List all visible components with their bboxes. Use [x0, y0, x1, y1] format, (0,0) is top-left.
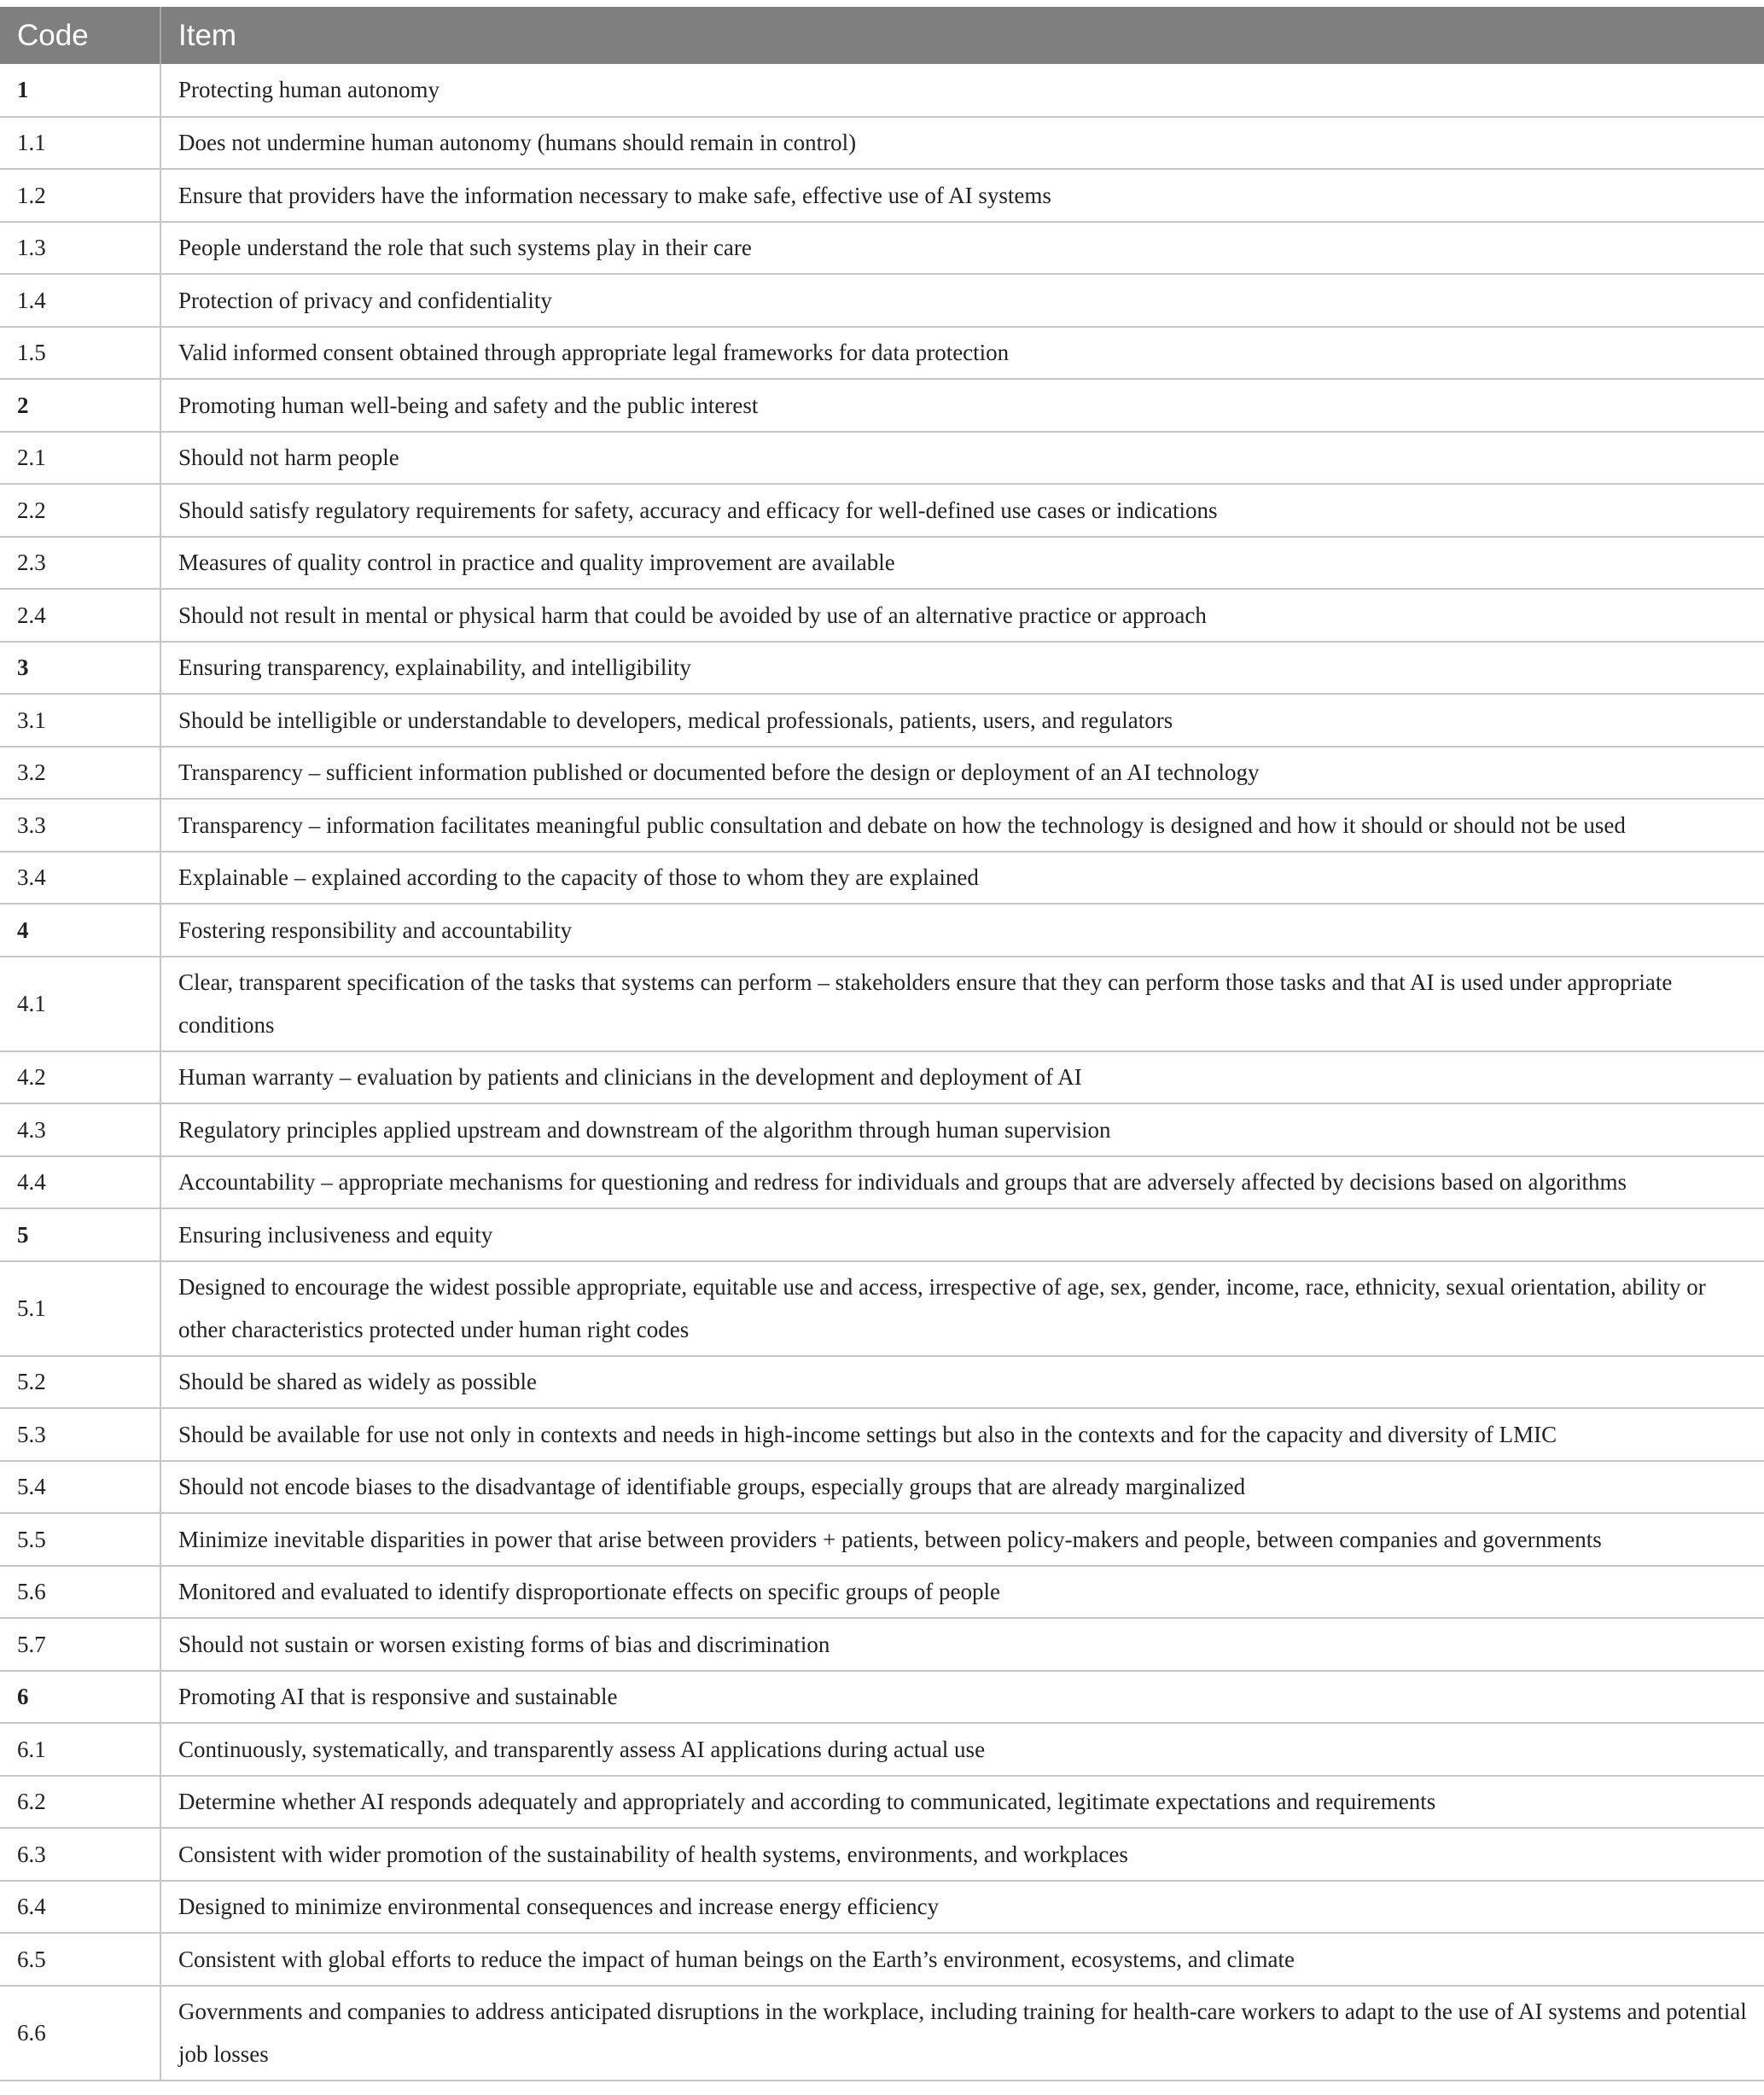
table-row: [0, 1461, 1764, 1514]
table-row: [0, 799, 1764, 852]
row-code-cell: 4: [0, 904, 160, 957]
row-item-cell: Monitored and evaluated to identify disproportionate effects on specific groups of people: [160, 1566, 1764, 1619]
row-code-cell: 3.1: [0, 694, 160, 747]
row-code-cell: 5.1: [0, 1261, 160, 1356]
row-code-cell: 6.1: [0, 1723, 160, 1776]
row-code-cell: 4.1: [0, 957, 160, 1051]
row-code-cell: 5.3: [0, 1408, 160, 1461]
table-row: [0, 64, 1764, 117]
row-item-cell: Minimize inevitable disparities in power that arise between providers + patients, between policy-makers and people, between companies and governments: [160, 1513, 1764, 1566]
row-code-cell: 6.5: [0, 1933, 160, 1986]
table-row: [0, 1408, 1764, 1461]
row-item-cell: Valid informed consent obtained through appropriate legal frameworks for data protection: [160, 327, 1764, 380]
table-row: [0, 1986, 1764, 2080]
header-row: [0, 7, 1764, 64]
row-code-cell: 5.4: [0, 1461, 160, 1514]
table-row: [0, 957, 1764, 1051]
table-row: [0, 1051, 1764, 1104]
row-item-cell: Transparency – sufficient information published or documented before the design or deployment of an AI technology: [160, 747, 1764, 800]
table-row: [0, 1671, 1764, 1724]
principles-table: [0, 7, 1764, 2081]
table-row: [0, 1356, 1764, 1409]
row-item-cell: Human warranty – evaluation by patients and clinicians in the development and deployment of AI: [160, 1051, 1764, 1104]
table-row: [0, 484, 1764, 537]
table-row: [0, 1566, 1764, 1619]
row-item-cell: Should not harm people: [160, 432, 1764, 485]
row-item-cell: Consistent with global efforts to reduce the impact of human beings on the Earth’s environment, ecosystems, and climate: [160, 1933, 1764, 1986]
row-item-cell: Designed to encourage the widest possible appropriate, equitable use and access, irrespective of age, sex, gender, income, race, ethnicity, sexual orientation, ability or other characteristics protected under human right codes: [160, 1261, 1764, 1356]
row-item-cell: Should not encode biases to the disadvantage of identifiable groups, especially groups that are already marginalized: [160, 1461, 1764, 1514]
row-code-cell: 3.4: [0, 852, 160, 905]
principles-table-container: [0, 7, 1764, 2081]
row-item-cell: Explainable – explained according to the capacity of those to whom they are explained: [160, 852, 1764, 905]
row-item-cell: Transparency – information facilitates meaningful public consultation and debate on how the technology is designed and how it should or should not be used: [160, 799, 1764, 852]
table-row: [0, 1261, 1764, 1356]
row-item-cell: Governments and companies to address anticipated disruptions in the workplace, including training for health-care workers to adapt to the use of AI systems and potential job losses: [160, 1986, 1764, 2080]
table-row: [0, 537, 1764, 590]
table-row: [0, 432, 1764, 485]
table-row: [0, 327, 1764, 380]
row-item-cell: Does not undermine human autonomy (humans should remain in control): [160, 117, 1764, 170]
row-code-cell: 2.3: [0, 537, 160, 590]
table-row: [0, 1933, 1764, 1986]
row-code-cell: 3.2: [0, 747, 160, 800]
row-item-cell: Consistent with wider promotion of the sustainability of health systems, environments, and workplaces: [160, 1828, 1764, 1881]
table-row: [0, 642, 1764, 695]
row-item-cell: Should be intelligible or understandable to developers, medical professionals, patients, users, and regulators: [160, 694, 1764, 747]
row-item-cell: Accountability – appropriate mechanisms for questioning and redress for individuals and groups that are adversely affected by decisions based on algorithms: [160, 1156, 1764, 1209]
column-header-code: Code: [0, 7, 160, 64]
row-code-cell: 2.2: [0, 484, 160, 537]
row-item-cell: Protection of privacy and confidentiality: [160, 274, 1764, 327]
row-code-cell: 2: [0, 379, 160, 432]
table-body: [0, 64, 1764, 2080]
table-header: [0, 7, 1764, 64]
table-row: [0, 747, 1764, 800]
table-row: [0, 904, 1764, 957]
row-code-cell: 4.4: [0, 1156, 160, 1209]
row-item-cell: Protecting human autonomy: [160, 64, 1764, 117]
row-item-cell: People understand the role that such systems play in their care: [160, 222, 1764, 275]
row-code-cell: 1.4: [0, 274, 160, 327]
table-row: [0, 169, 1764, 222]
row-item-cell: Should be available for use not only in contexts and needs in high-income settings but also in the contexts and for the capacity and diversity of LMIC: [160, 1408, 1764, 1461]
table-row: [0, 1776, 1764, 1829]
table-row: [0, 694, 1764, 747]
table-row: [0, 1881, 1764, 1934]
row-code-cell: 5.7: [0, 1618, 160, 1671]
row-item-cell: Regulatory principles applied upstream and downstream of the algorithm through human supervision: [160, 1103, 1764, 1156]
row-code-cell: 1.1: [0, 117, 160, 170]
row-code-cell: 2.1: [0, 432, 160, 485]
row-item-cell: Should not sustain or worsen existing forms of bias and discrimination: [160, 1618, 1764, 1671]
row-code-cell: 6: [0, 1671, 160, 1724]
row-item-cell: Should satisfy regulatory requirements for safety, accuracy and efficacy for well-defined use cases or indications: [160, 484, 1764, 537]
row-item-cell: Promoting AI that is responsive and sustainable: [160, 1671, 1764, 1724]
row-item-cell: Measures of quality control in practice and quality improvement are available: [160, 537, 1764, 590]
row-item-cell: Fostering responsibility and accountability: [160, 904, 1764, 957]
row-code-cell: 1.2: [0, 169, 160, 222]
row-code-cell: 3: [0, 642, 160, 695]
row-item-cell: Determine whether AI responds adequately and appropriately and according to communicated, legitimate expectations and requirements: [160, 1776, 1764, 1829]
table-row: [0, 1103, 1764, 1156]
row-code-cell: 1.3: [0, 222, 160, 275]
table-row: [0, 1513, 1764, 1566]
table-row: [0, 1723, 1764, 1776]
table-row: [0, 274, 1764, 327]
row-code-cell: 5.6: [0, 1566, 160, 1619]
table-row: [0, 1618, 1764, 1671]
table-row: [0, 852, 1764, 905]
row-item-cell: Should not result in mental or physical harm that could be avoided by use of an alternative practice or approach: [160, 589, 1764, 642]
row-item-cell: Promoting human well-being and safety and the public interest: [160, 379, 1764, 432]
row-item-cell: Continuously, systematically, and transparently assess AI applications during actual use: [160, 1723, 1764, 1776]
row-code-cell: 6.3: [0, 1828, 160, 1881]
row-code-cell: 4.3: [0, 1103, 160, 1156]
table-row: [0, 1156, 1764, 1209]
column-header-item: Item: [160, 7, 1764, 64]
row-code-cell: 4.2: [0, 1051, 160, 1104]
row-item-cell: Ensuring inclusiveness and equity: [160, 1208, 1764, 1261]
row-code-cell: 3.3: [0, 799, 160, 852]
table-row: [0, 117, 1764, 170]
row-code-cell: 5: [0, 1208, 160, 1261]
row-code-cell: 6.6: [0, 1986, 160, 2080]
table-row: [0, 1828, 1764, 1881]
row-code-cell: 1: [0, 64, 160, 117]
row-code-cell: 2.4: [0, 589, 160, 642]
row-item-cell: Ensuring transparency, explainability, and intelligibility: [160, 642, 1764, 695]
row-code-cell: 6.4: [0, 1881, 160, 1934]
row-code-cell: 6.2: [0, 1776, 160, 1829]
row-code-cell: 5.2: [0, 1356, 160, 1409]
table-row: [0, 1208, 1764, 1261]
row-item-cell: Should be shared as widely as possible: [160, 1356, 1764, 1409]
table-row: [0, 222, 1764, 275]
row-item-cell: Ensure that providers have the information necessary to make safe, effective use of AI systems: [160, 169, 1764, 222]
row-item-cell: Clear, transparent specification of the tasks that systems can perform – stakeholders ensure that they can perform those tasks and that AI is used under appropriate conditions: [160, 957, 1764, 1051]
table-row: [0, 379, 1764, 432]
table-row: [0, 589, 1764, 642]
row-code-cell: 1.5: [0, 327, 160, 380]
row-item-cell: Designed to minimize environmental consequences and increase energy efficiency: [160, 1881, 1764, 1934]
row-code-cell: 5.5: [0, 1513, 160, 1566]
